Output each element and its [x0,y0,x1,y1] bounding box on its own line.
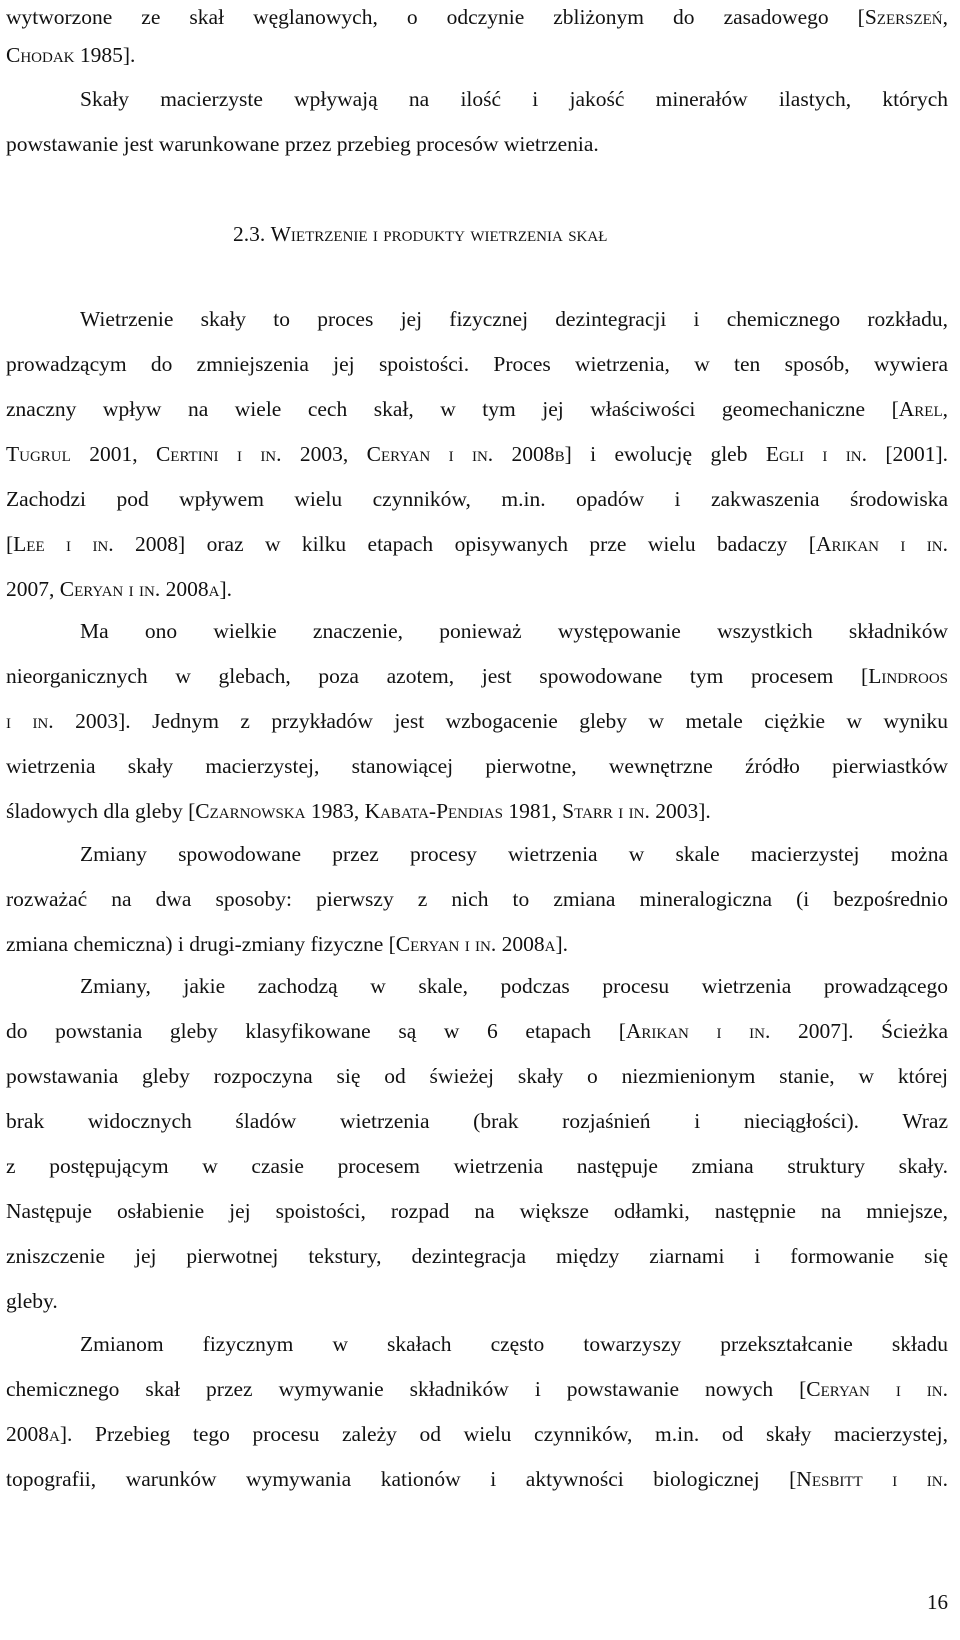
text-line: znaczny wpływ na wiele cech skał, w tym jej właściwości geomechaniczne [Arel, [6,397,948,421]
page-number: 16 [927,1590,948,1614]
text-line: Tugrul 2001, Certini i in. 2003, Ceryan i in. 2008b] i ewolucję gleb Egli i in. [2001]. [6,442,949,466]
text-line: śladowych dla gleby [Czarnowska 1983, Kabata-Pendias 1981, Starr i in. 2003]. [6,799,711,823]
text-line: do powstania gleby klasyfikowane są w 6 etapach [Arikan i in. 2007]. Ścieżka [6,1019,949,1043]
text-line: powstawania gleby rozpoczyna się od świeżej skały o niezmienionym stanie, w której [6,1064,948,1088]
text-line: rozważać na dwa sposoby: pierwszy z nich to zmiana mineralogiczna (i bezpośrednio [6,887,948,911]
text-line: zmiana chemiczna) i drugi-zmiany fizyczne [Ceryan i in. 2008a]. [6,932,569,956]
text-line: wietrzenia skały macierzystej, stanowiącej pierwotne, wewnętrzne źródło pierwiastków [6,754,948,778]
text-line: zniszczenie jej pierwotnej tekstury, dezintegracja między ziarnami i formowanie się [6,1244,948,1268]
text-line: Zachodzi pod wpływem wielu czynników, m.in. opadów i zakwaszenia środowiska [6,487,948,511]
text-line: 2007, Ceryan i in. 2008a]. [6,577,232,601]
text-line: wytworzone ze skał węglanowych, o odczynie zbliżonym do zasadowego [Szerszeń, [6,5,948,29]
text-line: topografii, warunków wymywania kationów i aktywności biologicznej [Nesbitt i in. [6,1467,948,1491]
text-line: Następuje osłabienie jej spoistości, rozpad na większe odłamki, następnie na mniejsze, [6,1199,948,1223]
text-line: Zmiany, jakie zachodzą w skale, podczas procesu wietrzenia prowadzącego [80,974,948,998]
section-heading: 2.3. Wietrzenie i produkty wietrzenia skał [233,222,608,246]
text-line: chemicznego skał przez wymywanie składników i powstawanie nowych [Ceryan i in. [6,1377,949,1401]
text-line: Zmianom fizycznym w skałach często towarzyszy przekształcanie składu [80,1332,948,1356]
text-line: Zmiany spowodowane przez procesy wietrzenia w skale macierzystej można [80,842,948,866]
text-line: Ma ono wielkie znaczenie, ponieważ występowanie wszystkich składników [80,619,948,643]
text-line: powstawanie jest warunkowane przez przebieg procesów wietrzenia. [6,132,599,156]
text-line: z postępującym w czasie procesem wietrzenia następuje zmiana struktury skały. [6,1154,948,1178]
text-line: Skały macierzyste wpływają na ilość i jakość minerałów ilastych, których [80,87,948,111]
text-line: Wietrzenie skały to proces jej fizycznej dezintegracji i chemicznego rozkładu, [80,307,948,331]
text-line: [Lee i in. 2008] oraz w kilku etapach opisywanych prze wielu badaczy [Arikan i in. [6,532,949,556]
text-line: brak widocznych śladów wietrzenia (brak rozjaśnień i nieciągłości). Wraz [6,1109,948,1133]
text-line: gleby. [6,1289,58,1313]
text-line: i in. 2003]. Jednym z przykładów jest wzbogacenie gleby w metale ciężkie w wyniku [6,709,949,733]
text-line: 2008a]. Przebieg tego procesu zależy od wielu czynników, m.in. od skały macierzystej, [6,1422,948,1446]
text-line: Chodak 1985]. [6,43,136,67]
text-line: prowadzącym do zmniejszenia jej spoistości. Proces wietrzenia, w ten sposób, wywiera [6,352,948,376]
text-line: nieorganicznych w glebach, poza azotem, jest spowodowane tym procesem [Lindroos [6,664,948,688]
